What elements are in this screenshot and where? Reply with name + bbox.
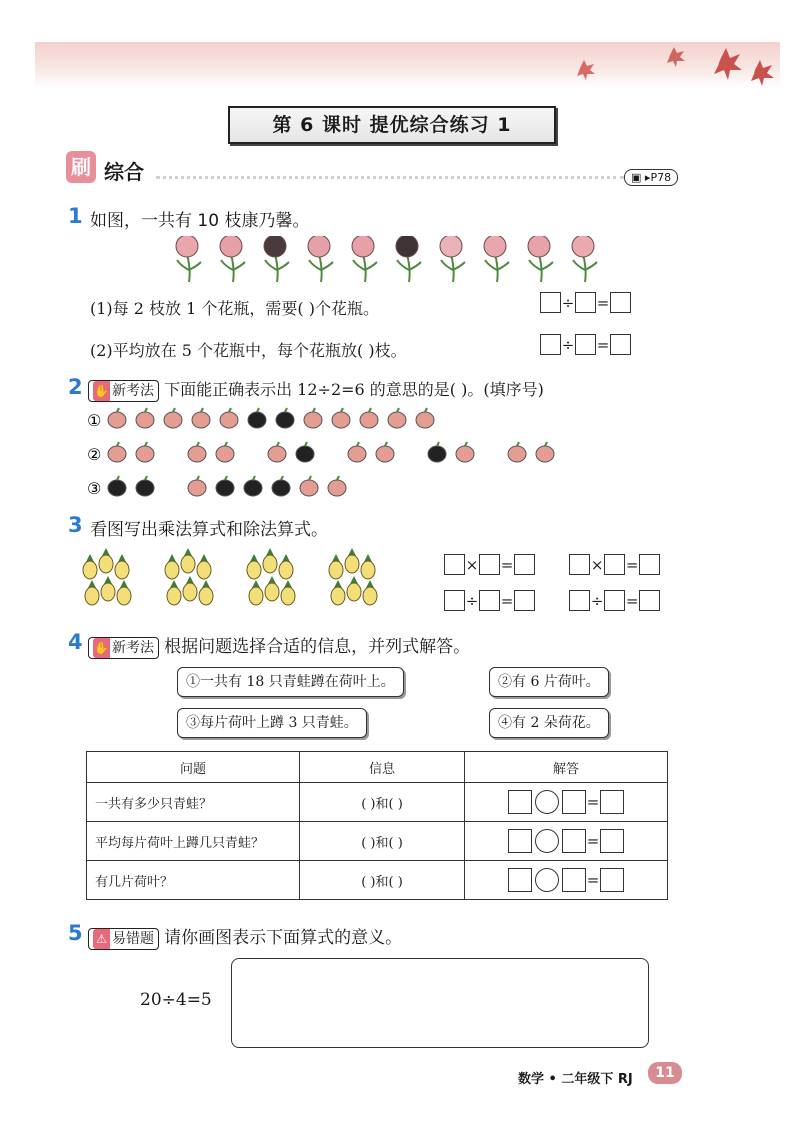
question-4-text: 根据问题选择合适的信息，并列式解答。 bbox=[164, 637, 471, 657]
pumpkin-icon bbox=[216, 442, 234, 462]
carnation-icon bbox=[484, 236, 509, 282]
tag-label: 易错题 bbox=[112, 930, 154, 947]
answer-box[interactable] bbox=[600, 868, 624, 892]
answer-box[interactable] bbox=[444, 554, 465, 575]
pumpkin-icon bbox=[300, 476, 318, 496]
question-3-number: 3 bbox=[68, 513, 83, 537]
pumpkin-icon bbox=[192, 408, 210, 428]
option-label: ① bbox=[87, 411, 102, 430]
answer-box[interactable] bbox=[562, 790, 586, 814]
q1-part1-answer bbox=[540, 292, 631, 313]
pineapple-icon bbox=[167, 580, 181, 605]
question-1-part-1: (1)每 2 枝放 1 个花瓶，需要( )个花瓶。 bbox=[90, 299, 379, 318]
pineapple-icon bbox=[347, 576, 361, 601]
warning-icon: ⚠ bbox=[93, 929, 110, 949]
info-card-4: ④有 2 朵荷花。 bbox=[489, 708, 609, 738]
footer-text: 数学 • 二年级下 RJ bbox=[518, 1072, 633, 1087]
row-answer bbox=[465, 783, 668, 822]
divide-sign: ÷ bbox=[561, 293, 575, 312]
answer-box[interactable] bbox=[514, 590, 535, 611]
pumpkin-icon bbox=[304, 408, 322, 428]
table-row bbox=[87, 822, 668, 861]
pineapple-icon bbox=[197, 554, 211, 579]
pumpkin-icon bbox=[428, 442, 446, 462]
pineapple-icon bbox=[85, 580, 99, 605]
pineapple-icon bbox=[183, 576, 197, 601]
question-2-line bbox=[88, 377, 544, 402]
answer-box[interactable] bbox=[508, 868, 532, 892]
pineapple-icon bbox=[265, 576, 279, 601]
answer-box[interactable] bbox=[604, 590, 625, 611]
pineapple-icon bbox=[249, 580, 263, 605]
maple-leaf-icon bbox=[577, 47, 774, 86]
pineapple-picture bbox=[80, 548, 400, 614]
pumpkin-icon bbox=[360, 408, 378, 428]
section-title: 综合 bbox=[104, 160, 144, 184]
q3-mul-row bbox=[444, 554, 660, 575]
equals-sign: = bbox=[586, 832, 600, 850]
pumpkin-icon bbox=[244, 476, 262, 496]
pumpkin-icon bbox=[348, 442, 366, 462]
equals-sign: = bbox=[625, 555, 639, 574]
pineapple-icon bbox=[181, 548, 195, 573]
question-2-number: 2 bbox=[68, 375, 83, 399]
pumpkin-icon bbox=[456, 442, 474, 462]
option-label: ② bbox=[87, 445, 102, 464]
pineapple-icon bbox=[83, 554, 97, 579]
option-label: ③ bbox=[87, 479, 102, 498]
answer-box[interactable] bbox=[569, 554, 590, 575]
info-card-2: ②有 6 片荷叶。 bbox=[489, 667, 609, 697]
pineapple-icon bbox=[199, 580, 213, 605]
pumpkin-icon bbox=[328, 476, 346, 496]
pumpkin-icon bbox=[388, 408, 406, 428]
equals-sign: = bbox=[586, 793, 600, 811]
answer-box[interactable] bbox=[610, 334, 631, 355]
equals-sign: = bbox=[500, 555, 514, 574]
answer-box[interactable] bbox=[600, 790, 624, 814]
book-icon: ▣ bbox=[631, 171, 642, 184]
pineapple-icon bbox=[281, 580, 295, 605]
equals-sign: = bbox=[500, 591, 514, 610]
answer-box[interactable] bbox=[562, 829, 586, 853]
answer-box[interactable] bbox=[479, 554, 500, 575]
carnation-icon bbox=[264, 236, 289, 282]
answer-box[interactable] bbox=[569, 590, 590, 611]
carnation-icon bbox=[396, 236, 421, 282]
multiply-sign: × bbox=[590, 555, 604, 574]
question-table bbox=[86, 751, 668, 900]
hand-icon: ✋ bbox=[93, 381, 110, 401]
header-question: 问题 bbox=[87, 752, 300, 783]
pineapple-icon bbox=[99, 548, 113, 573]
row-info-blanks[interactable]: ( )和( ) bbox=[300, 861, 465, 900]
answer-page-ref: P78 bbox=[650, 171, 672, 184]
row-info-blanks[interactable]: ( )和( ) bbox=[300, 783, 465, 822]
pineapple-icon bbox=[345, 548, 359, 573]
maple-leaves bbox=[560, 40, 780, 100]
pumpkin-icon bbox=[248, 408, 266, 428]
multiply-sign: × bbox=[465, 555, 479, 574]
pumpkin-icon bbox=[164, 408, 182, 428]
pumpkin-icon bbox=[108, 476, 126, 496]
header-answer: 解答 bbox=[465, 752, 668, 783]
pumpkin-icon bbox=[268, 442, 286, 462]
answer-box[interactable] bbox=[508, 790, 532, 814]
answer-box[interactable] bbox=[610, 292, 631, 313]
row-answer bbox=[465, 822, 668, 861]
hand-icon: ✋ bbox=[93, 638, 110, 658]
divide-sign: ÷ bbox=[465, 591, 479, 610]
answer-box[interactable] bbox=[508, 829, 532, 853]
division-expression: 20÷4=5 bbox=[140, 990, 212, 1010]
operator-circle[interactable] bbox=[535, 790, 559, 814]
error-prone-tag bbox=[88, 928, 159, 950]
divide-sign: ÷ bbox=[561, 335, 575, 354]
page-number: 11 bbox=[648, 1062, 682, 1084]
table-row bbox=[87, 861, 668, 900]
answer-box[interactable] bbox=[479, 590, 500, 611]
equals-sign: = bbox=[596, 293, 610, 312]
answer-box[interactable] bbox=[575, 334, 596, 355]
pumpkin-icon bbox=[296, 442, 314, 462]
pumpkin-icon bbox=[136, 476, 154, 496]
question-1-text: 如图，一共有 10 枝康乃馨。 bbox=[90, 211, 310, 231]
pumpkin-icon bbox=[416, 408, 434, 428]
row-question: 一共有多少只青蛙？ bbox=[87, 783, 300, 822]
answer-reference: ▣ ▸P78 bbox=[624, 169, 678, 186]
pineapple-icon bbox=[329, 554, 343, 579]
info-card-3: ③每片荷叶上蹲 3 只青蛙。 bbox=[177, 708, 367, 738]
row-info-blanks[interactable]: ( )和( ) bbox=[300, 822, 465, 861]
pineapple-icon bbox=[363, 580, 377, 605]
pumpkin-icon bbox=[188, 476, 206, 496]
carnation-icon bbox=[528, 236, 553, 282]
pineapple-icon bbox=[115, 554, 129, 579]
pineapple-icon bbox=[331, 580, 345, 605]
pumpkin-icon bbox=[108, 442, 126, 462]
carnation-icon bbox=[572, 236, 597, 282]
pumpkin-icon bbox=[276, 408, 294, 428]
q1-part2-answer bbox=[540, 334, 631, 355]
tag-label: 新考法 bbox=[112, 639, 154, 656]
pumpkin-icon bbox=[136, 442, 154, 462]
info-card-1: ①一共有 18 只青蛙蹲在荷叶上。 bbox=[177, 667, 404, 697]
pumpkin-icon bbox=[508, 442, 526, 462]
drawing-area[interactable] bbox=[231, 958, 649, 1048]
header-info: 信息 bbox=[300, 752, 465, 783]
pineapple-icon bbox=[247, 554, 261, 579]
operator-circle[interactable] bbox=[535, 868, 559, 892]
row-answer bbox=[465, 861, 668, 900]
pumpkin-options bbox=[85, 406, 605, 502]
pumpkin-icon bbox=[188, 442, 206, 462]
carnation-icon bbox=[440, 236, 465, 282]
answer-box[interactable] bbox=[562, 868, 586, 892]
answer-box[interactable] bbox=[604, 554, 625, 575]
question-5-line bbox=[88, 923, 402, 950]
carnation-icon bbox=[308, 236, 333, 282]
equals-sign: = bbox=[625, 591, 639, 610]
answer-box[interactable] bbox=[639, 554, 660, 575]
answer-box[interactable] bbox=[444, 590, 465, 611]
pumpkin-icon bbox=[216, 476, 234, 496]
answer-box[interactable] bbox=[639, 590, 660, 611]
carnation-picture bbox=[175, 236, 615, 284]
pineapple-icon bbox=[165, 554, 179, 579]
answer-box[interactable] bbox=[575, 292, 596, 313]
table-header-row bbox=[87, 752, 668, 783]
row-question: 平均每片荷叶上蹲几只青蛙？ bbox=[87, 822, 300, 861]
question-4-line bbox=[88, 632, 470, 659]
question-3-text: 看图写出乘法算式和除法算式。 bbox=[90, 520, 328, 540]
q3-div-row bbox=[444, 590, 660, 611]
new-method-tag bbox=[88, 380, 159, 402]
equals-sign: = bbox=[586, 871, 600, 889]
new-method-tag bbox=[88, 637, 159, 659]
lesson-title: 第 6 课时 提优综合练习 1 bbox=[228, 106, 556, 144]
pumpkin-icon bbox=[272, 476, 290, 496]
question-1-part-2: (2)平均放在 5 个花瓶中，每个花瓶放( )枝。 bbox=[90, 341, 407, 360]
row-question: 有几片荷叶？ bbox=[87, 861, 300, 900]
divide-sign: ÷ bbox=[590, 591, 604, 610]
carnation-icon bbox=[176, 236, 201, 282]
pineapple-icon bbox=[117, 580, 131, 605]
equals-sign: = bbox=[596, 335, 610, 354]
question-5-text: 请你画图表示下面算式的意义。 bbox=[164, 928, 403, 948]
section-divider bbox=[156, 176, 624, 179]
answer-box[interactable] bbox=[600, 829, 624, 853]
answer-box[interactable] bbox=[514, 554, 535, 575]
pumpkin-icon bbox=[332, 408, 350, 428]
carnation-icon bbox=[352, 236, 377, 282]
pineapple-icon bbox=[263, 548, 277, 573]
answer-box[interactable] bbox=[540, 334, 561, 355]
operator-circle[interactable] bbox=[535, 829, 559, 853]
pumpkin-icon bbox=[136, 408, 154, 428]
pumpkin-icon bbox=[376, 442, 394, 462]
section-icon: 刷 bbox=[66, 151, 96, 183]
question-1-number: 1 bbox=[68, 204, 83, 228]
pumpkin-icon bbox=[220, 408, 238, 428]
pumpkin-icon bbox=[108, 408, 126, 428]
pineapple-icon bbox=[101, 576, 115, 601]
question-4-number: 4 bbox=[68, 630, 83, 654]
answer-box[interactable] bbox=[540, 292, 561, 313]
question-2-text: 下面能正确表示出 12÷2=6 的意思的是( )。(填序号) bbox=[164, 380, 544, 399]
pumpkin-icon bbox=[536, 442, 554, 462]
pineapple-icon bbox=[361, 554, 375, 579]
carnation-icon bbox=[220, 236, 245, 282]
tag-label: 新考法 bbox=[112, 382, 154, 399]
table-row bbox=[87, 783, 668, 822]
question-5-number: 5 bbox=[68, 921, 83, 945]
pineapple-icon bbox=[279, 554, 293, 579]
